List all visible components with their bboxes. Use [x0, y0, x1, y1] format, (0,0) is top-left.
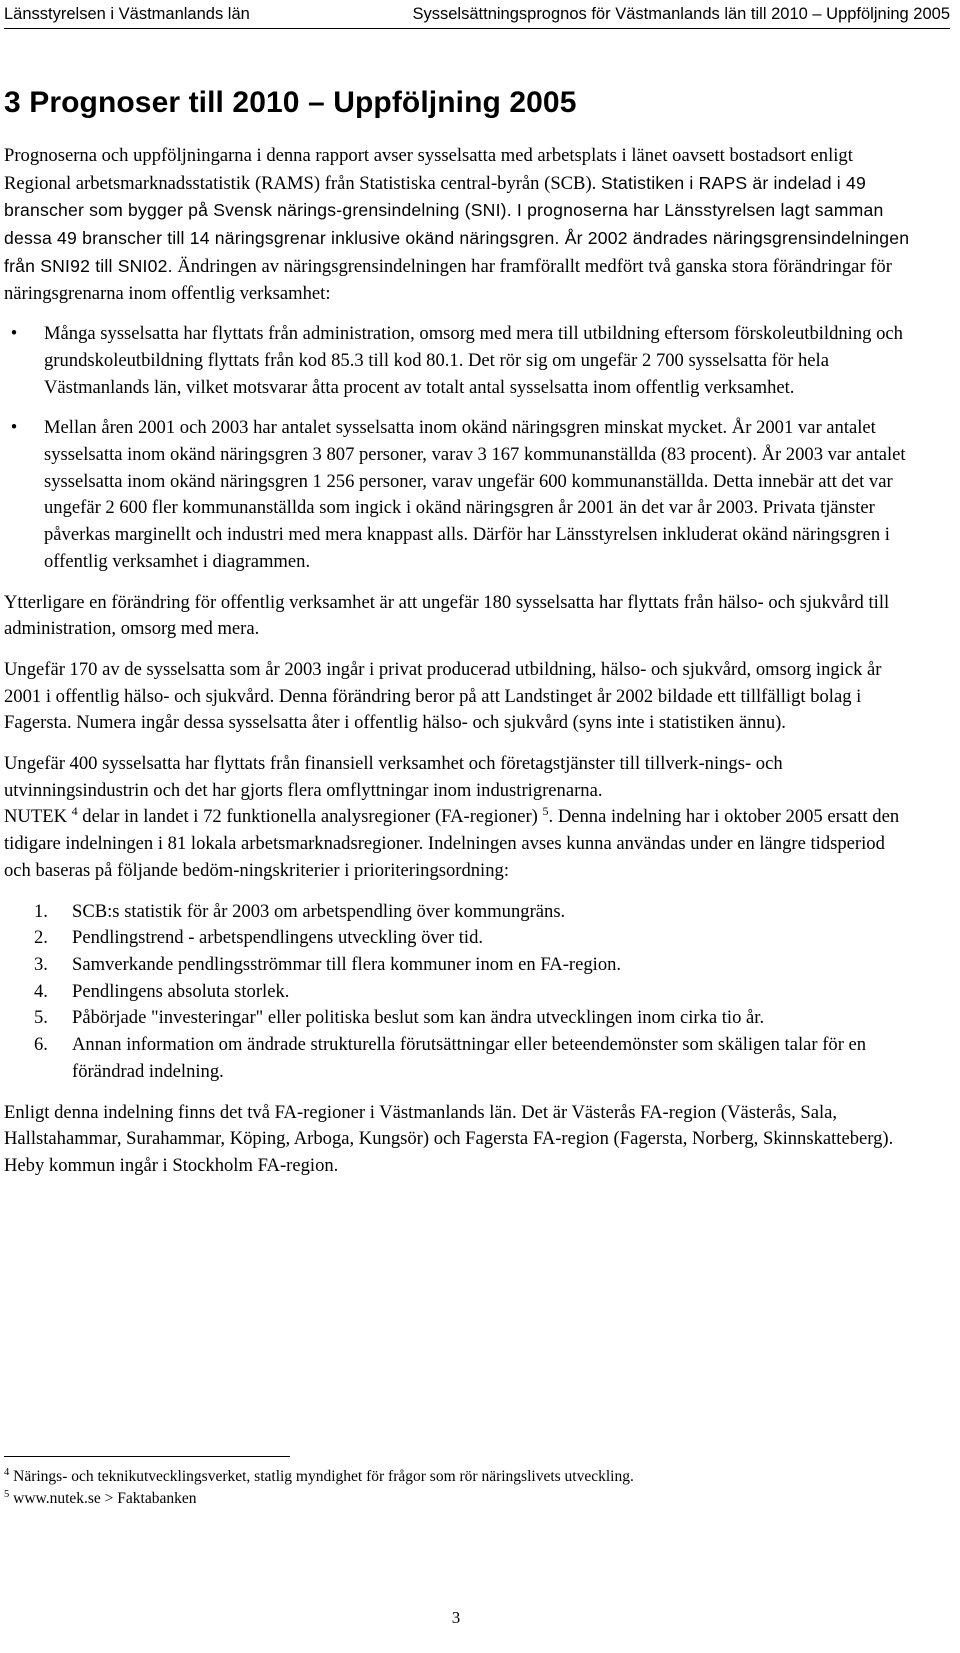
intro-text-start: Prognoserna och uppföljningarna i denna rapport avser sysselsatta med arbetsplats i länet oavsett bostadsort enligt Regional arbetsmarknadsstatistik (RAMS) från Statistiska central-byrån (SCB). [4, 145, 853, 194]
criteria-number: 2. [34, 927, 48, 949]
intro-paragraph [4, 143, 916, 307]
bullet-icon: • [10, 417, 18, 439]
intro-text-end: Ändringen av näringsgrensindelningen har framförallt medfört två ganska stora förändringar för näringsgrenarna inom offentlig verksamhet: [4, 255, 892, 304]
criteria-text: Påbörjade "investeringar" eller politiska beslut som kan ändra utvecklingen inom cirka tio år. [72, 1007, 765, 1029]
paragraph-fa-regions: Enligt denna indelning finns det två FA-regioner i Västmanlands län. Det är Västerås FA-region (Västerås, Sala, Hallstahammar, Surahammar, Köping, Arboga, Kungsör) och Fagersta FA-region (Fagersta, Norberg, Skinnskatteberg). Heby kommun ingår i Stockholm FA-region. [4, 1101, 894, 1176]
body-text [4, 143, 916, 1194]
nutek-text-2: delar in landet i 72 funktionella analysregioner (FA-regioner) [77, 806, 543, 828]
footnotes [4, 1466, 916, 1510]
criteria-text: SCB:s statistik för år 2003 om arbetspendling över kommungräns. [72, 900, 566, 922]
paragraph-finance: Ungefär 400 sysselsatta har flyttats från finansiell verksamhet och företagstjänster till tillverk-nings- och utvinningsindustrin och det har gjorts flera omflyttningar inom industrigrenarna. [4, 753, 783, 801]
footnote-ref-4: 4 [71, 804, 78, 819]
intro-text-sans: Statistiken i RAPS är indelad i 49 branscher som bygger på Svensk närings-grensindelning (SNI). I prognoserna har Länsstyrelsen lagt samman dessa 49 branscher till 14 näringsgrenar inklusive okänd näringsgren. År 2002 ändrades näringsgrensindelningen från SNI92 till SNI02. [4, 172, 910, 276]
header-report-title: Sysselsättningsprognos för Västmanlands län till 2010 – Uppföljning 2005 [412, 5, 950, 23]
bullet-list [4, 321, 916, 575]
bullet-text: Många sysselsatta har flyttats från administration, omsorg med mera till utbildning eftersom förskoleutbildning och grundskoleutbildning flyttats från kod 85.3 till kod 80.1. Det rör sig om ungefär 2 700 sysselsatta för hela Västmanlands län, vilket motsvarar åtta procent av totalt antal sysselsatta inom offentlig verksamhet. [44, 323, 903, 398]
criteria-number: 1. [34, 900, 48, 922]
criteria-item [4, 952, 916, 979]
criteria-number: 3. [34, 953, 48, 975]
nutek-text-1: NUTEK [4, 806, 72, 828]
criteria-number: 6. [34, 1034, 48, 1056]
criteria-text: Pendlingens absoluta storlek. [72, 980, 290, 1002]
footnote-marker: 4 [4, 1467, 10, 1478]
bullet-item [4, 321, 916, 401]
bullet-icon: • [10, 323, 18, 345]
criteria-item [4, 899, 916, 926]
running-header [4, 4, 950, 29]
footnote-4 [4, 1466, 916, 1488]
criteria-text: Pendlingstrend - arbetspendlingens utveckling över tid. [72, 927, 484, 949]
section-heading: 3 Prognoser till 2010 – Uppföljning 2005 [4, 86, 577, 119]
criteria-text: Samverkande pendlingsströmmar till flera kommuner inom en FA-region. [72, 953, 622, 975]
footnote-text: Närings- och teknikutvecklingsverket, statlig myndighet för frågor som rör näringslivets utveckling. [9, 1468, 634, 1485]
header-organization: Länsstyrelsen i Västmanlands län [4, 5, 250, 23]
criteria-number: 5. [34, 1007, 48, 1029]
criteria-item [4, 1032, 916, 1085]
footnote-ref-5: 5 [542, 804, 549, 819]
nutek-text-3: . Denna indelning har i oktober 2005 ersatt den tidigare indelningen i 81 lokala arbetsmarknadsregioner. Indelningen avses kunna användas under en längre tidsperiod och baseras på följande bedöm-ningskriterier i prioriteringsordning: [4, 806, 900, 881]
criteria-text: Annan information om ändrade strukturella förutsättningar eller beteendemönster som skäligen talar för en förändrad indelning. [72, 1034, 867, 1082]
criteria-item [4, 1005, 916, 1032]
bullet-item [4, 415, 916, 575]
bullet-text: Mellan åren 2001 och 2003 har antalet sysselsatta inom okänd näringsgren minskat mycket. År 2001 var antalet sysselsatta inom okänd näringsgren 3 807 personer, varav 3 167 kommunanställda (83 procent). År 2003 var antalet sysselsatta inom okänd näringsgren 1 256 personer, varav ungefär 600 kommunanställda. Detta innebär att det var ungefär 2 600 fler kommunanställda som ingick i okänd näringsgren år 2001 än det var år 2003. Privata tjänster påverkas marginellt och industri med mera knappast alls. Därför har Länsstyrelsen inkluderat okänd näringsgren i offentlig verksamhet i diagrammen. [44, 417, 906, 572]
criteria-number: 4. [34, 980, 48, 1002]
criteria-item [4, 925, 916, 952]
paragraph-nutek [4, 804, 916, 884]
footnote-5 [4, 1488, 916, 1510]
footnote-text: www.nutek.se > Faktabanken [9, 1490, 197, 1507]
criteria-list [4, 899, 916, 1086]
paragraph-health-care: Ungefär 170 av de sysselsatta som år 2003 ingår i privat producerad utbildning, hälso- och sjukvård, omsorg ingick år 2001 i offentlig hälso- och sjukvård. Denna förändring beror på att Landstinget år 2002 bildade ett tillfälligt bolag i Fagersta. Numera ingår dessa sysselsatta åter i offentlig hälso- och sjukvård (syns inte i statistiken ännu). [4, 658, 882, 734]
footnote-marker: 5 [4, 1489, 10, 1500]
footnote-divider [4, 1456, 290, 1457]
paragraph-administration: Ytterligare en förändring för offentlig verksamhet är att ungefär 180 sysselsatta har flyttats från hälso- och sjukvård till administration, omsorg med mera. [4, 591, 890, 640]
page-number: 3 [451, 1608, 461, 1627]
criteria-item [4, 979, 916, 1006]
